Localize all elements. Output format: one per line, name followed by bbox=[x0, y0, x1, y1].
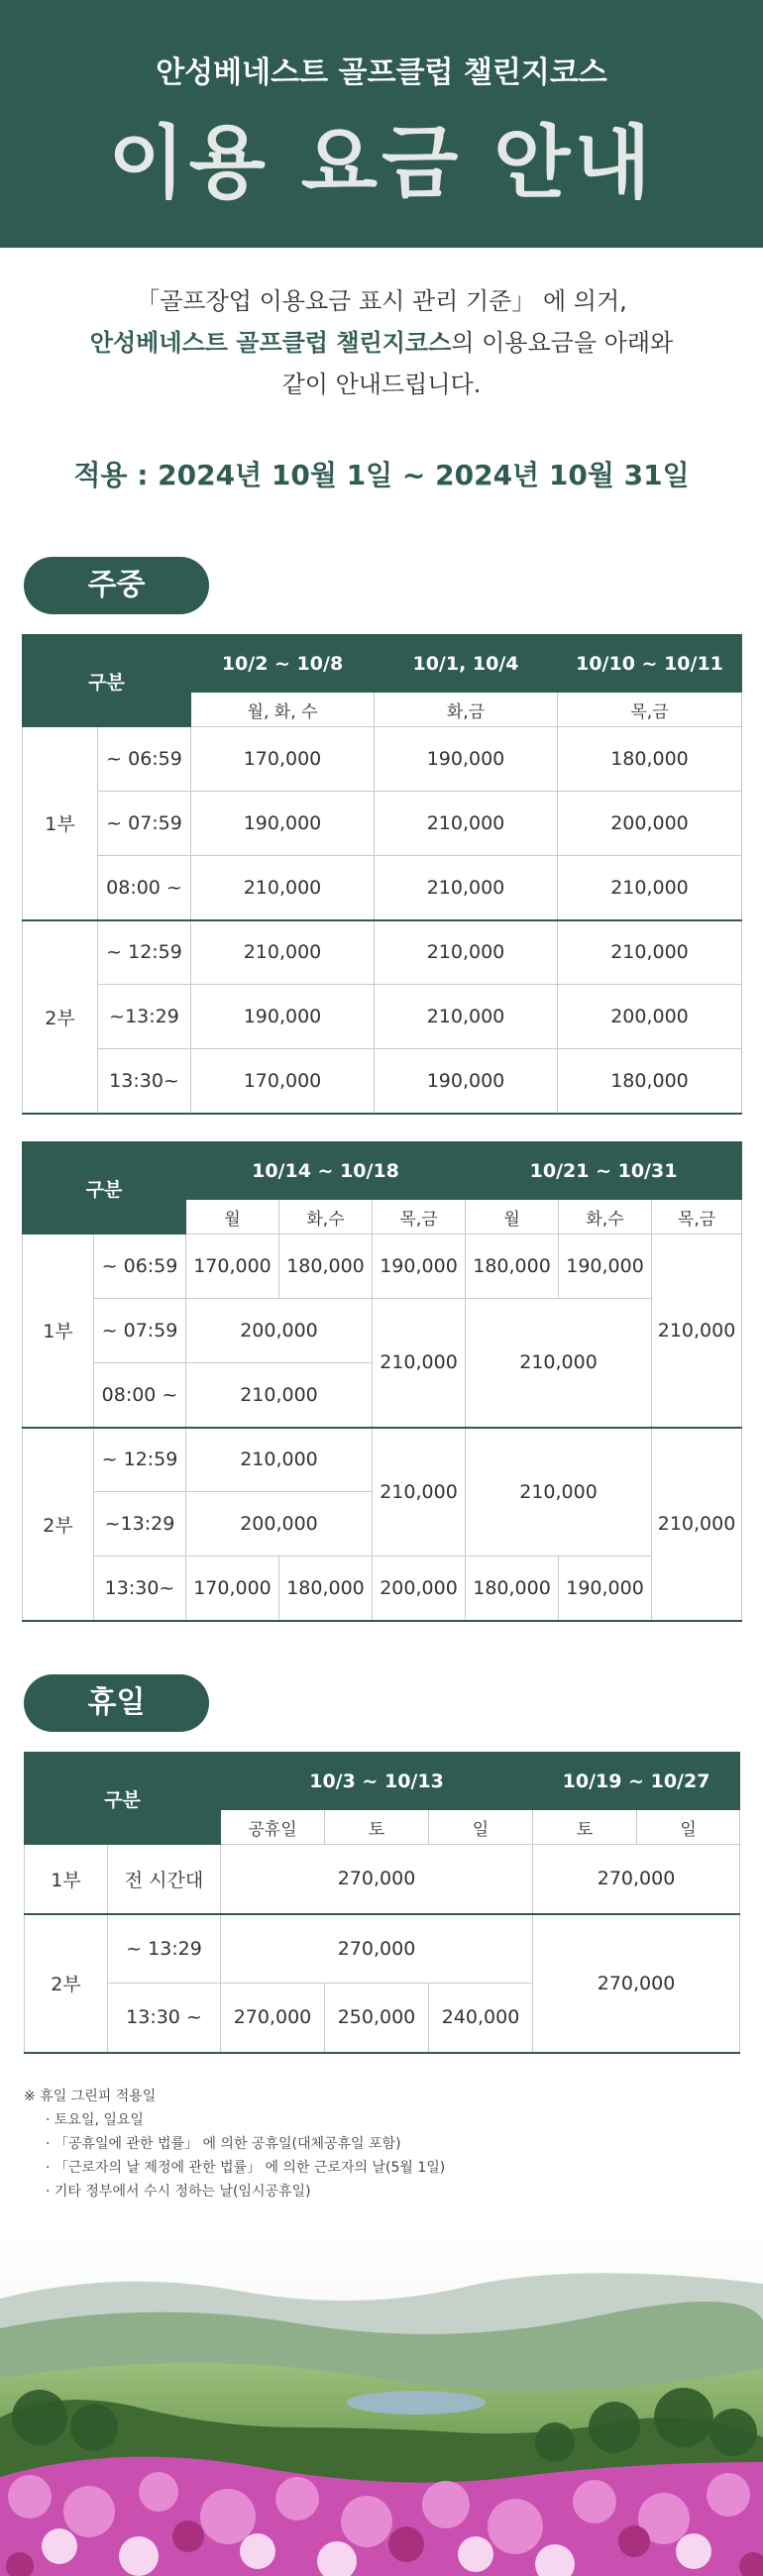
notes-item: · 「근로자의 날 제정에 관한 법률」 에 의한 근로자의 날(5월 1일) bbox=[46, 2160, 446, 2176]
price-cell: 190,000 bbox=[375, 727, 558, 792]
part-label: 1부 bbox=[25, 1845, 108, 1914]
price-cell: 190,000 bbox=[375, 1049, 558, 1114]
price-cell: 190,000 bbox=[559, 1556, 652, 1621]
price-cell: 210,000 bbox=[375, 792, 558, 856]
price-cell: 270,000 bbox=[533, 1845, 740, 1914]
table-corner: 구분 bbox=[23, 635, 191, 727]
price-cell: 200,000 bbox=[558, 792, 742, 856]
price-cell: 200,000 bbox=[186, 1299, 373, 1363]
price-cell: 210,000 bbox=[186, 1363, 373, 1428]
price-cell: 210,000 bbox=[652, 1234, 742, 1428]
time-cell: ~ 12:59 bbox=[98, 920, 191, 985]
day-header: 월 bbox=[466, 1200, 559, 1234]
day-header: 일 bbox=[637, 1810, 740, 1845]
price-cell: 200,000 bbox=[373, 1556, 466, 1621]
intro-text bbox=[0, 280, 763, 405]
time-cell: ~ 06:59 bbox=[98, 727, 191, 792]
notes-title: ※ 휴일 그린피 적용일 bbox=[24, 2089, 157, 2104]
price-cell: 190,000 bbox=[559, 1234, 652, 1299]
price-cell: 210,000 bbox=[375, 856, 558, 920]
day-header: 화,수 bbox=[279, 1200, 373, 1234]
price-cell: 210,000 bbox=[375, 985, 558, 1049]
day-header: 목,금 bbox=[558, 693, 742, 727]
day-header: 일 bbox=[429, 1810, 533, 1845]
price-cell: 190,000 bbox=[191, 792, 375, 856]
page-title: 이용 요금 안내 bbox=[108, 117, 655, 209]
price-cell: 210,000 bbox=[652, 1428, 742, 1621]
price-cell: 170,000 bbox=[191, 1049, 375, 1114]
price-cell: 180,000 bbox=[279, 1556, 373, 1621]
day-header: 월, 화, 수 bbox=[191, 693, 375, 727]
date-header: 10/19 ~ 10/27 bbox=[533, 1753, 740, 1810]
time-cell: ~ 07:59 bbox=[98, 792, 191, 856]
notes-item: · 기타 정부에서 수시 정하는 날(임시공휴일) bbox=[46, 2184, 311, 2200]
time-cell: ~ 13:29 bbox=[108, 1914, 221, 1984]
price-cell: 210,000 bbox=[373, 1428, 466, 1556]
day-header: 화,금 bbox=[375, 693, 558, 727]
applicable-period: 적용 : 2024년 10월 1일 ~ 2024년 10월 31일 bbox=[73, 459, 690, 491]
holiday-label: 휴일 bbox=[24, 1674, 209, 1732]
date-header: 10/10 ~ 10/11 bbox=[558, 635, 742, 693]
weekday-table-2 bbox=[22, 1141, 742, 1622]
day-header: 월 bbox=[186, 1200, 279, 1234]
time-cell: 08:00 ~ bbox=[94, 1363, 186, 1428]
header-subtitle: 안성베네스트 골프클럽 챌린지코스 bbox=[156, 55, 607, 90]
price-cell: 250,000 bbox=[325, 1984, 429, 2053]
date-header: 10/3 ~ 10/13 bbox=[221, 1753, 533, 1810]
price-cell: 210,000 bbox=[558, 920, 742, 985]
holiday-table bbox=[24, 1752, 740, 2054]
price-cell: 270,000 bbox=[533, 1914, 740, 2053]
price-cell: 200,000 bbox=[186, 1492, 373, 1556]
part-label: 2부 bbox=[23, 1428, 94, 1621]
intro-line-2 bbox=[0, 322, 763, 364]
price-cell: 210,000 bbox=[191, 856, 375, 920]
price-cell: 270,000 bbox=[221, 1914, 533, 1984]
price-cell: 210,000 bbox=[186, 1428, 373, 1492]
table-corner: 구분 bbox=[25, 1753, 221, 1845]
notes-item: · 토요일, 일요일 bbox=[46, 2112, 144, 2128]
part-label: 1부 bbox=[23, 727, 98, 920]
holiday-notes bbox=[24, 2085, 445, 2203]
day-header: 목,금 bbox=[373, 1200, 466, 1234]
time-cell: 13:30 ~ bbox=[108, 1984, 221, 2053]
price-cell: 200,000 bbox=[558, 985, 742, 1049]
date-header: 10/1, 10/4 bbox=[375, 635, 558, 693]
price-cell: 210,000 bbox=[373, 1299, 466, 1428]
day-header: 토 bbox=[533, 1810, 637, 1845]
day-header: 화,수 bbox=[559, 1200, 652, 1234]
time-cell: 08:00 ~ bbox=[98, 856, 191, 920]
intro-line-3: 같이 안내드립니다. bbox=[281, 371, 482, 398]
date-header: 10/21 ~ 10/31 bbox=[466, 1142, 742, 1200]
time-cell: 전 시간대 bbox=[108, 1845, 221, 1914]
date-header: 10/14 ~ 10/18 bbox=[186, 1142, 466, 1200]
course-name: 안성베네스트 골프클럽 챌린지코스 bbox=[89, 329, 452, 357]
time-cell: 13:30~ bbox=[98, 1049, 191, 1114]
price-cell: 210,000 bbox=[191, 920, 375, 985]
time-cell: ~13:29 bbox=[94, 1492, 186, 1556]
weekday-label: 주중 bbox=[24, 557, 209, 614]
price-cell: 170,000 bbox=[186, 1556, 279, 1621]
notes-item: · 「공휴일에 관한 법률」 에 의한 공휴일(대체공휴일 포함) bbox=[46, 2136, 401, 2152]
time-cell: 13:30~ bbox=[94, 1556, 186, 1621]
price-cell: 180,000 bbox=[558, 1049, 742, 1114]
price-cell: 210,000 bbox=[466, 1299, 652, 1428]
price-cell: 170,000 bbox=[186, 1234, 279, 1299]
price-cell: 210,000 bbox=[466, 1428, 652, 1556]
price-cell: 180,000 bbox=[466, 1234, 559, 1299]
golf-course-photo bbox=[0, 2229, 763, 2576]
day-header: 토 bbox=[325, 1810, 429, 1845]
price-cell: 180,000 bbox=[466, 1556, 559, 1621]
part-label: 1부 bbox=[23, 1234, 94, 1428]
table-corner: 구분 bbox=[23, 1142, 186, 1234]
day-header: 공휴일 bbox=[221, 1810, 325, 1845]
time-cell: ~ 07:59 bbox=[94, 1299, 186, 1363]
day-header: 목,금 bbox=[652, 1200, 742, 1234]
time-cell: ~ 12:59 bbox=[94, 1428, 186, 1492]
time-cell: ~13:29 bbox=[98, 985, 191, 1049]
price-cell: 180,000 bbox=[279, 1234, 373, 1299]
price-cell: 190,000 bbox=[191, 985, 375, 1049]
part-label: 2부 bbox=[25, 1914, 108, 2053]
intro-line-1: 「골프장업 이용요금 표시 관리 기준」 에 의거, bbox=[136, 287, 627, 315]
date-header: 10/2 ~ 10/8 bbox=[191, 635, 375, 693]
price-cell: 190,000 bbox=[373, 1234, 466, 1299]
intro-line-2-rest: 의 이용요금을 아래와 bbox=[451, 329, 674, 357]
header-banner bbox=[0, 0, 763, 248]
price-cell: 210,000 bbox=[558, 856, 742, 920]
part-label: 2부 bbox=[23, 920, 98, 1114]
price-cell: 170,000 bbox=[191, 727, 375, 792]
weekday-table-1 bbox=[22, 634, 742, 1115]
price-cell: 270,000 bbox=[221, 1984, 325, 2053]
price-cell: 270,000 bbox=[221, 1845, 533, 1914]
price-cell: 180,000 bbox=[558, 727, 742, 792]
price-cell: 240,000 bbox=[429, 1984, 533, 2053]
golf-course-landscape bbox=[0, 2229, 763, 2576]
time-cell: ~ 06:59 bbox=[94, 1234, 186, 1299]
price-cell: 210,000 bbox=[375, 920, 558, 985]
